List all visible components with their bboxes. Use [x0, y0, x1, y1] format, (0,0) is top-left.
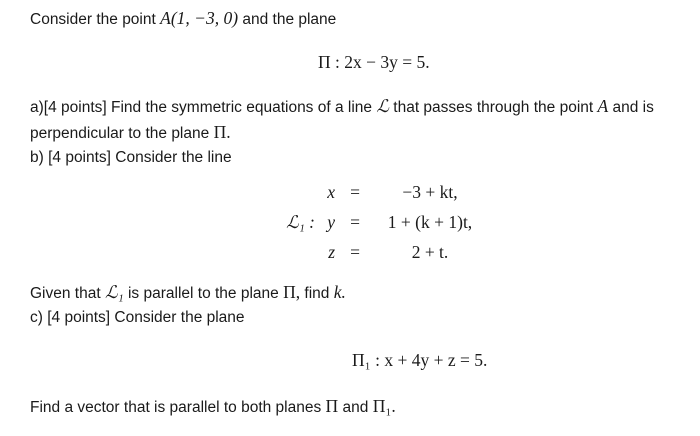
- system-name: ℒ₁ :: [286, 212, 315, 232]
- system-eq-2: =: [350, 212, 360, 232]
- k-symbol: k.: [333, 282, 346, 302]
- intro-line: [30, 8, 336, 30]
- intro-text: Consider the point: [30, 11, 156, 28]
- part-b-label: b) [4 points] Consider the line: [30, 149, 232, 166]
- line-symbol: ℒ: [376, 96, 389, 116]
- line1-symbol: ℒ₁: [104, 282, 124, 302]
- system-lhs-y: y: [327, 212, 335, 232]
- system-rhs-z: 2 + t.: [411, 242, 449, 262]
- plane1-symbol: Π₁.: [372, 396, 396, 416]
- part-a-line1: a)[4 points] Find the symmetric equations of a line ℒ that passes through the point A and is: [30, 96, 654, 116]
- point-a: A(1, −3, 0): [160, 8, 239, 28]
- part-a-line2: perpendicular to the plane Π.: [30, 122, 231, 142]
- system-lhs-z: z: [328, 242, 335, 262]
- system-lhs-x: x: [327, 182, 335, 202]
- final-line: Find a vector that is parallel to both planes Π and Π₁.: [30, 396, 396, 416]
- system-eq-1: =: [350, 182, 360, 202]
- line-system: [270, 182, 485, 262]
- point-symbol: A: [597, 96, 609, 116]
- system-rhs-x: −3 + kt,: [402, 182, 458, 202]
- plane1-equation: Π₁ : x + 4y + z = 5.: [352, 350, 488, 370]
- plane-symbol-b: Π,: [283, 282, 301, 302]
- intro-tail: and the plane: [242, 11, 337, 28]
- plane-equation: Π : 2x − 3y = 5.: [318, 52, 430, 72]
- plane-symbol: Π.: [213, 122, 231, 142]
- given-line: Given that ℒ₁ is parallel to the plane Π, find k.: [30, 282, 346, 302]
- system-eq-3: =: [350, 242, 360, 262]
- plane-symbol-c: Π: [325, 396, 339, 416]
- system-rhs-y: 1 + (k + 1)t,: [387, 212, 473, 232]
- part-c-label: c) [4 points] Consider the plane: [30, 309, 245, 326]
